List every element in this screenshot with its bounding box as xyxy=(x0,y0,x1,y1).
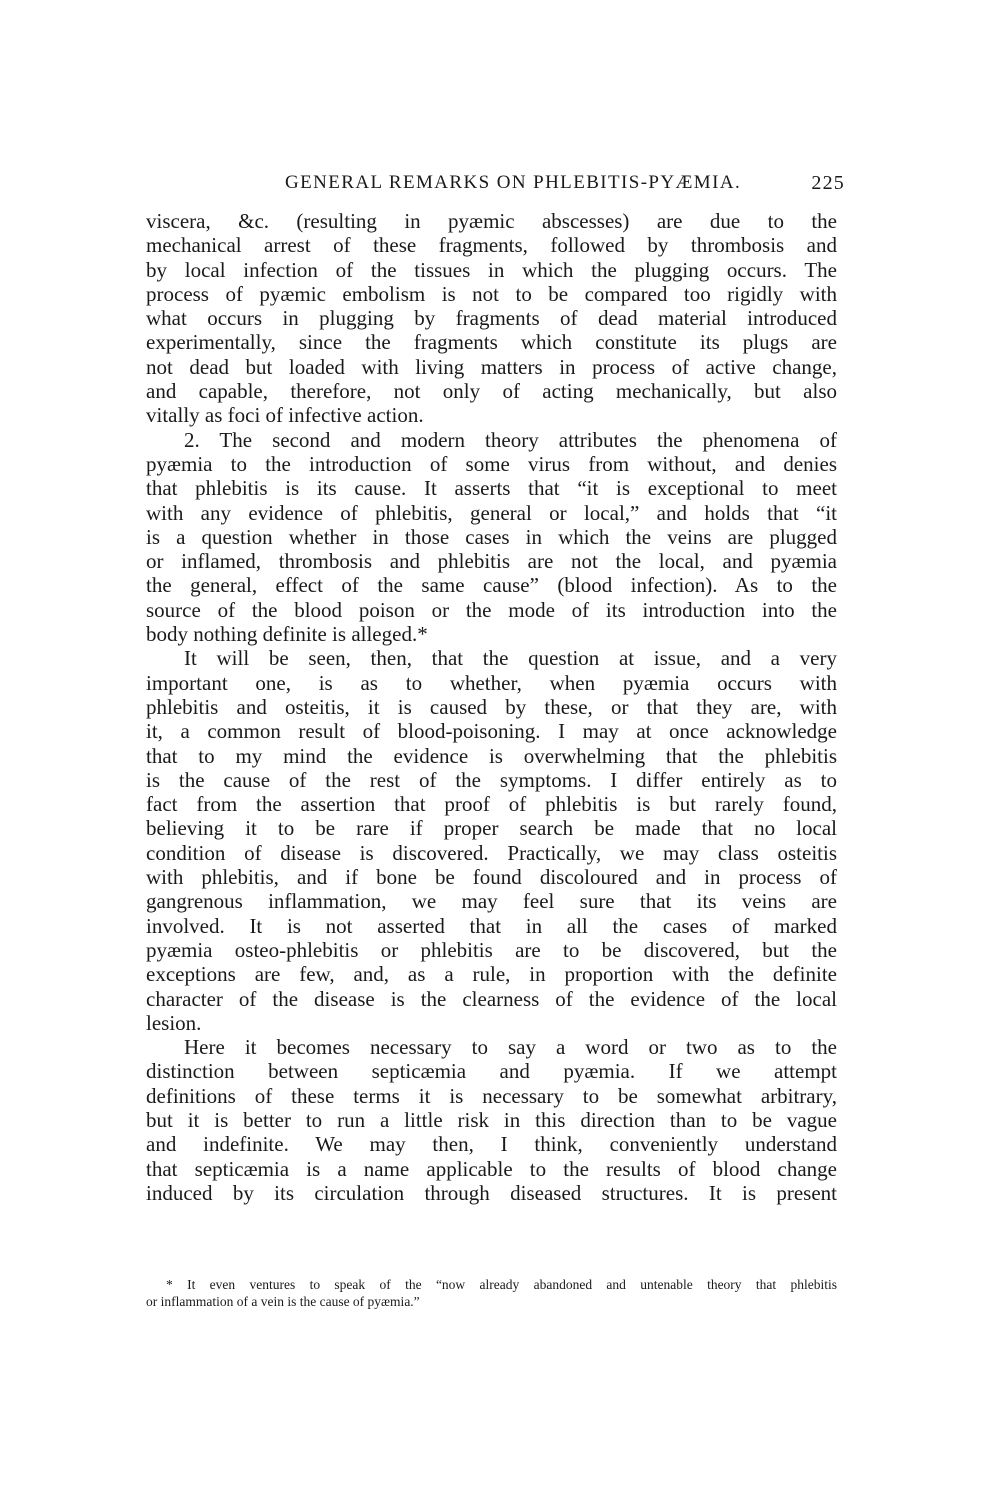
text-line: viscera, &c. (resulting in pyæmic abscesses) are due to the xyxy=(146,209,837,233)
text-line: it, a common result of blood-poisoning. I may at once acknowledge xyxy=(146,719,837,744)
text-line: pyæmia to the introduction of some virus from without, and denies xyxy=(146,451,837,476)
text-line: gangrenous inflammation, we may feel sure that its veins are xyxy=(146,889,837,914)
text-line: It will be seen, then, that the question at issue, and a very xyxy=(184,646,837,671)
text-line: condition of disease is discovered. Practically, we may class osteitis xyxy=(146,840,837,865)
text-line: and indefinite. We may then, I think, conveniently understand xyxy=(146,1132,837,1157)
text-line: with phlebitis, and if bone be found discoloured and in process of xyxy=(146,865,837,890)
text-line: process of pyæmic embolism is not to be compared too rigidly with xyxy=(146,281,837,306)
text-line: what occurs in plugging by fragments of dead material introduced xyxy=(146,306,837,331)
text-line: that septicæmia is a name applicable to the results of blood change xyxy=(146,1156,837,1181)
footnote-line: or inflammation of a vein is the cause of pyæmia.” xyxy=(146,1294,420,1309)
text-line: body nothing definite is alleged.* xyxy=(146,622,428,647)
text-line: induced by its circulation through diseased structures. It is present xyxy=(146,1180,837,1205)
text-line: that phlebitis is its cause. It asserts that “it is exceptional to meet xyxy=(146,476,837,501)
text-line: vitally as foci of infective action. xyxy=(146,403,424,428)
text-line: experimentally, since the fragments which constitute its plugs are xyxy=(146,330,837,355)
text-line: 2. The second and modern theory attributes the phenomena of xyxy=(184,427,837,452)
text-line: source of the blood poison or the mode of its introduction into the xyxy=(146,597,837,622)
text-line: fact from the assertion that proof of phlebitis is but rarely found, xyxy=(146,792,837,817)
text-line: involved. It is not asserted that in all the cases of marked xyxy=(146,913,837,938)
body-text xyxy=(146,209,837,1205)
text-line: not dead but loaded with living matters in process of active change, xyxy=(146,354,837,379)
page-number: 225 xyxy=(811,172,845,194)
text-line: with any evidence of phlebitis, general or local,” and holds that “it xyxy=(146,500,837,525)
text-line: but it is better to run a little risk in this direction than to be vague xyxy=(146,1107,837,1132)
text-line: exceptions are few, and, as a rule, in proportion with the definite xyxy=(146,962,837,987)
text-line: and capable, therefore, not only of acting mechanically, but also xyxy=(146,379,837,404)
text-line: is the cause of the rest of the symptoms. I differ entirely as to xyxy=(146,767,837,792)
text-line: phlebitis and osteitis, it is caused by these, or that they are, with xyxy=(146,694,837,719)
text-line: distinction between septicæmia and pyæmia. If we attempt xyxy=(146,1059,837,1084)
text-line: lesion. xyxy=(146,1010,202,1035)
text-line: mechanical arrest of these fragments, followed by thrombosis and xyxy=(146,233,837,258)
running-title: GENERAL REMARKS ON PHLEBITIS-PYÆMIA. xyxy=(285,172,742,193)
text-line: pyæmia osteo-phlebitis or phlebitis are to be discovered, but the xyxy=(146,937,837,962)
text-line: definitions of these terms it is necessary to be somewhat arbitrary, xyxy=(146,1083,837,1108)
text-line: the general, effect of the same cause” (blood infection). As to the xyxy=(146,573,837,598)
text-line: character of the disease is the clearness of the evidence of the local xyxy=(146,986,837,1011)
footnote-line: * It even ventures to speak of the “now already abandoned and untenable theory that phlebitis xyxy=(166,1277,837,1292)
text-line: is a question whether in those cases in which the veins are plugged xyxy=(146,524,837,549)
text-line: or inflamed, thrombosis and phlebitis are not the local, and pyæmia xyxy=(146,549,837,574)
text-line: important one, is as to whether, when pyæmia occurs with xyxy=(146,670,837,695)
running-head xyxy=(145,172,845,202)
text-line: that to my mind the evidence is overwhelming that the phlebitis xyxy=(146,743,837,768)
footnote xyxy=(146,1276,837,1310)
text-line: Here it becomes necessary to say a word or two as to the xyxy=(184,1035,837,1060)
text-line: by local infection of the tissues in which the plugging occurs. The xyxy=(146,257,837,282)
text-line: believing it to be rare if proper search be made that no local xyxy=(146,816,837,841)
